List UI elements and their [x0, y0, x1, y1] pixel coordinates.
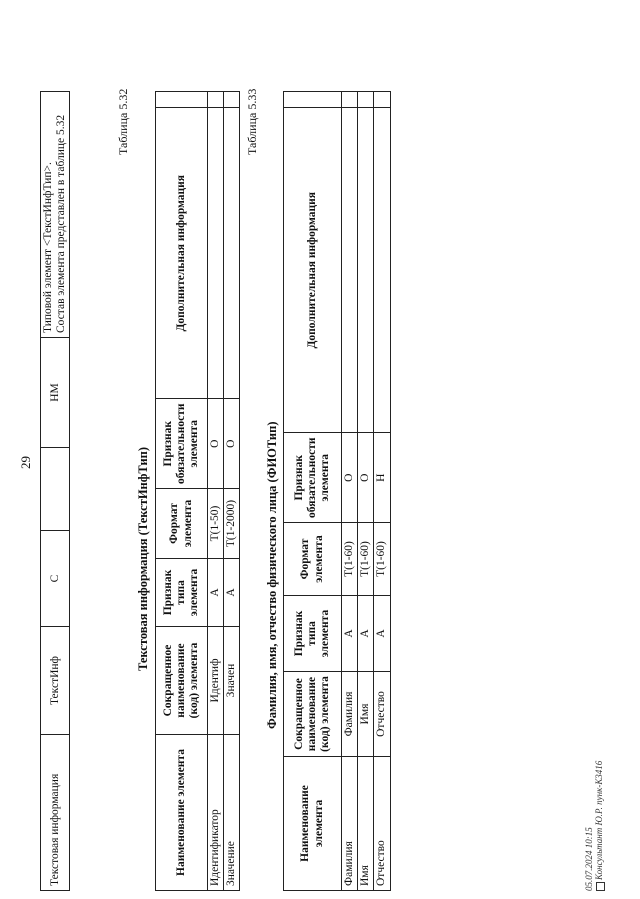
header-note: Дополнительная информация — [156, 108, 208, 399]
cell-format — [41, 448, 70, 531]
cell-format: Т(1-60) — [358, 523, 374, 596]
cell-spacer — [358, 92, 374, 108]
cell-type: А — [224, 559, 240, 627]
table-533-label: Таблица 5.33 — [245, 88, 259, 155]
cell-required: О — [358, 433, 374, 523]
print-stamp — [584, 761, 605, 891]
cell-note — [374, 108, 390, 433]
header-required: Признак обязательности элемента — [156, 399, 208, 489]
cell-note — [41, 92, 70, 338]
note-line-2: Состав элемента представлен в таблице 5.32 — [55, 114, 68, 333]
stamp-date: 05.07.2024 10:15 — [584, 827, 594, 891]
cell-type: А — [208, 559, 224, 627]
table-row — [342, 92, 358, 891]
cell-note — [224, 108, 240, 399]
cell-name: Фамилия — [342, 757, 358, 891]
note-line-1: Типовой элемент <ТекстИнфТип>. — [42, 162, 54, 333]
cell-type: А — [374, 596, 390, 672]
cell-code: ТекстИнф — [41, 627, 70, 735]
cell-spacer — [342, 92, 358, 108]
cell-note — [358, 108, 374, 433]
header-spacer — [284, 92, 342, 108]
cell-required: О — [208, 399, 224, 489]
cell-spacer — [224, 92, 240, 108]
table-532-title: Текстовая информация (ТекстИнфТип) — [136, 446, 150, 671]
table-532 — [155, 91, 240, 891]
cell-code: Фамилия — [342, 672, 358, 757]
table-533 — [283, 91, 391, 891]
cell-required: Н — [374, 433, 390, 523]
header-code: Сокращенное наименование (код) элемента — [284, 672, 342, 757]
cell-code: Имя — [358, 672, 374, 757]
cell-spacer — [374, 92, 390, 108]
cell-format: Т(1-60) — [342, 523, 358, 596]
header-format: Формат элемента — [156, 489, 208, 559]
header-note: Дополнительная информация — [284, 108, 342, 433]
cell-note — [208, 108, 224, 399]
cell-required: О — [224, 399, 240, 489]
header-type: Признак типа элемента — [284, 596, 342, 672]
cell-type: С — [41, 531, 70, 627]
header-spacer — [156, 92, 208, 108]
header-format: Формат элемента — [284, 523, 342, 596]
page-number: 29 — [18, 456, 33, 469]
cell-name: Идентификатор — [208, 735, 224, 891]
cell-name: Значение — [224, 735, 240, 891]
cell-name: Отчество — [374, 757, 390, 891]
header-row — [156, 92, 208, 891]
header-required: Признак обязательности элемента — [284, 433, 342, 523]
header-name: Наименование элемента — [284, 757, 342, 891]
table-row — [374, 92, 390, 891]
cell-note — [342, 108, 358, 433]
cell-required: НМ — [41, 338, 70, 448]
cell-format: Т(1-50) — [208, 489, 224, 559]
cell-type: А — [358, 596, 374, 672]
table-532-label: Таблица 5.32 — [116, 88, 130, 155]
cell-name: Текстовая информация — [41, 735, 70, 891]
header-code: Сокращенное наименование (код) элемента — [156, 627, 208, 735]
cell-code: Идентиф — [208, 627, 224, 735]
cell-spacer — [208, 92, 224, 108]
cell-format: Т(1-60) — [374, 523, 390, 596]
header-row — [284, 92, 342, 891]
cell-required: О — [342, 433, 358, 523]
table-row — [224, 92, 240, 891]
stamp-seal-icon — [596, 882, 605, 891]
table-row — [208, 92, 224, 891]
table-row — [41, 92, 70, 891]
cell-type: А — [342, 596, 358, 672]
cell-name: Имя — [358, 757, 374, 891]
table-row — [358, 92, 374, 891]
stamp-user: Консультант Ю.Р. пунк-К3416 — [594, 760, 605, 880]
table-533-title: Фамилия, имя, отчество физического лица (ФИОТип) — [265, 421, 279, 729]
cell-code: Отчество — [374, 672, 390, 757]
cell-code: Значен — [224, 627, 240, 735]
cell-format: Т(1-2000) — [224, 489, 240, 559]
header-name: Наименование элемента — [156, 735, 208, 891]
continuation-row-table — [40, 91, 70, 891]
header-type: Признак типа элемента — [156, 559, 208, 627]
